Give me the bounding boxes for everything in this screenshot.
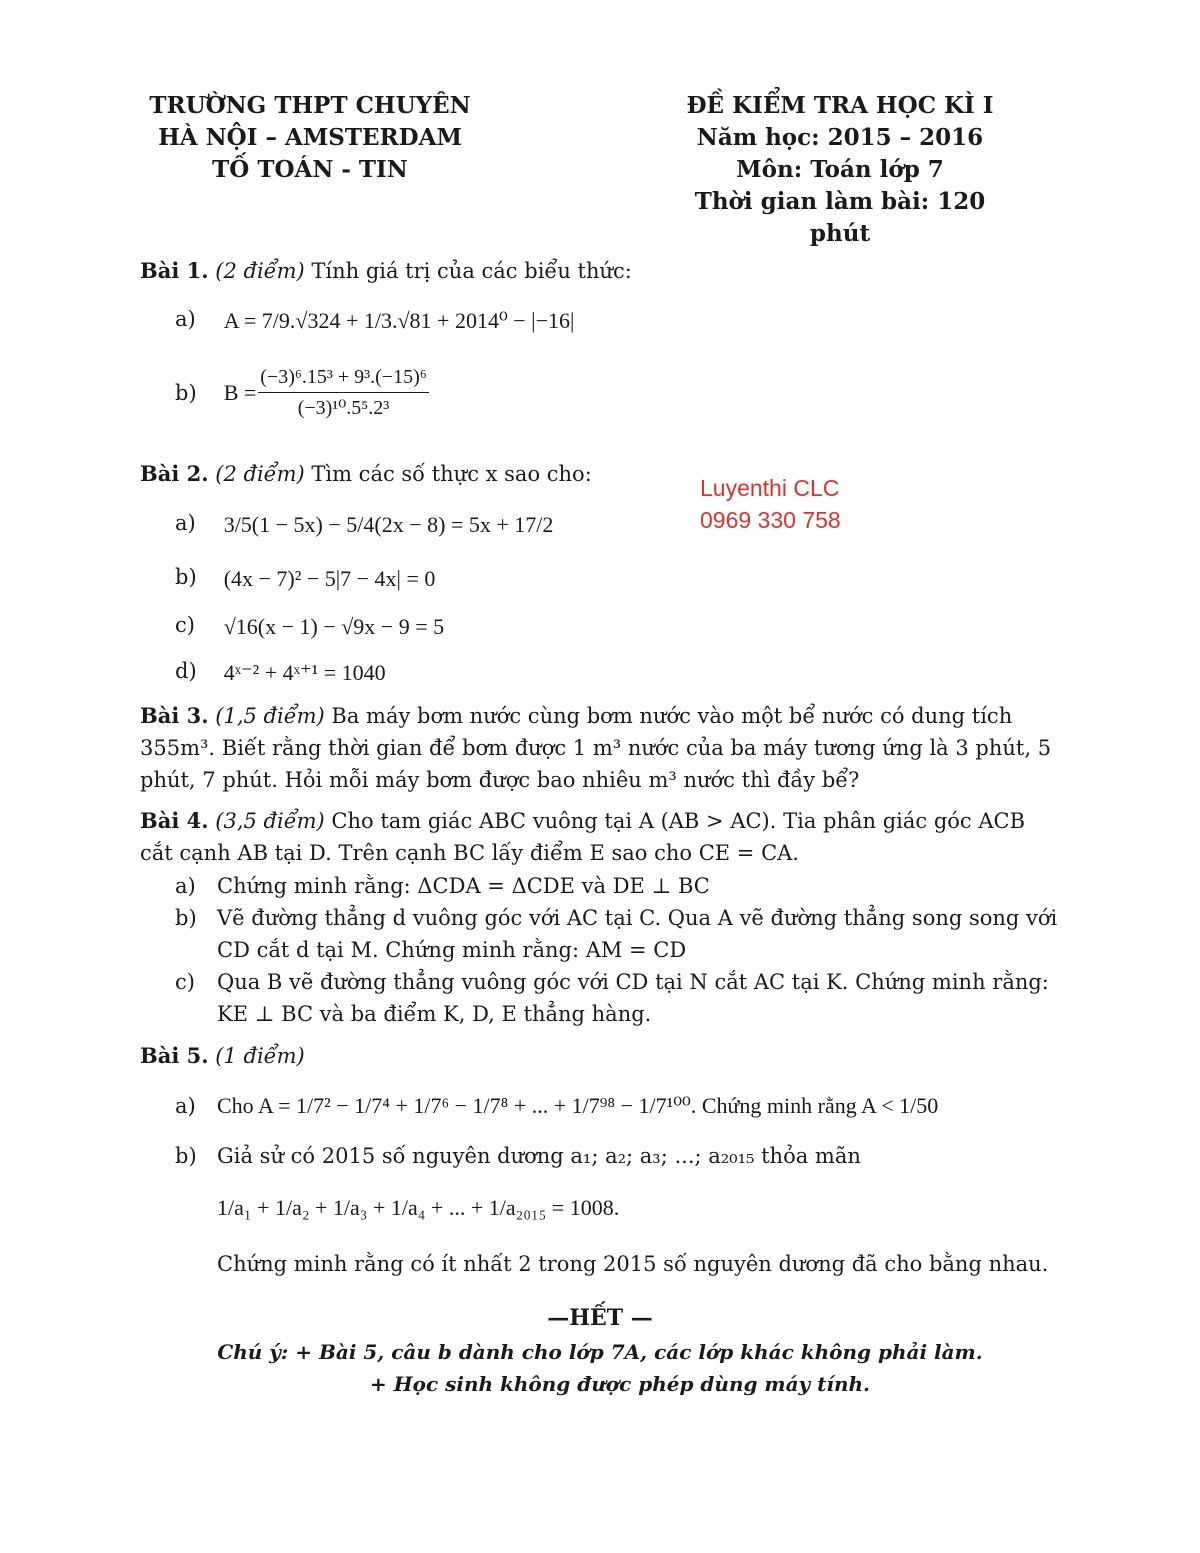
- bai1-b-label: b): [175, 380, 197, 405]
- bai5-a: [175, 1090, 1060, 1122]
- bai2-a: [175, 508, 553, 540]
- bai2-c: [175, 610, 444, 642]
- school-name-2: HÀ NỘI – AMSTERDAM: [158, 124, 462, 151]
- bai2-d: [175, 656, 386, 688]
- note-1: Chú ý: + Bài 5, câu b dành cho lớp 7A, các lớp khác không phải làm.: [217, 1340, 983, 1364]
- bai2-c-label: c): [175, 613, 195, 637]
- bai3-title: Bài 3.: [140, 703, 209, 728]
- bai4: [140, 805, 1060, 869]
- bai4-b-text: Vẽ đường thẳng d vuông góc với AC tại C. Qua A vẽ đường thẳng song song với CD cắt d tại M. Chứng minh rằng: AM = CD: [217, 906, 1058, 962]
- bai5-points: (1 điểm): [215, 1044, 305, 1068]
- bai5-b: [175, 1140, 1060, 1172]
- note-2: + Học sinh không được phép dùng máy tính.: [369, 1372, 871, 1396]
- school-header: [140, 90, 480, 186]
- exam-header: [680, 90, 1000, 250]
- bai5-a-label: a): [175, 1094, 196, 1118]
- bai4-b: [175, 902, 1060, 966]
- school-year: Năm học: 2015 – 2016: [696, 124, 984, 151]
- bai1-a-label: a): [175, 307, 196, 331]
- bai5-b-conclusion: [217, 1248, 1062, 1280]
- bai1-a-expr: A = 7/9.√324 + 1/3.√81 + 2014⁰ − |−16|: [223, 307, 575, 333]
- bai4-c: [175, 966, 1060, 1030]
- bai4-a: [175, 870, 1060, 902]
- bai5-b-text: Giả sử có 2015 số nguyên dương a₁; a₂; a₃; ...; a₂₀₁₅ thỏa mãn: [217, 1144, 861, 1168]
- bai1-heading: [140, 255, 632, 287]
- bai3-text: Ba máy bơm nước cùng bơm nước vào một bể nước có dung tích 355m³. Biết rằng thời gian để bơm được 1 m³ nước của ba máy tương ứng là 3 phút, 5 phút, 7 phút. Hỏi mỗi máy bơm được bao nhiêu m³ nước thì đầy bể?: [140, 704, 1052, 792]
- bai1-b-denominator: (−3)¹⁰.5⁵.2³: [297, 397, 390, 419]
- bai1-b-fraction: [258, 362, 428, 423]
- exam-title: ĐỀ KIỂM TRA HỌC KÌ I: [686, 92, 994, 119]
- bai2-d-expr: 4ˣ⁻² + 4ˣ⁺¹ = 1040: [223, 659, 386, 685]
- bai2-text: Tìm các số thực x sao cho:: [311, 462, 592, 486]
- bai3-points: (1,5 điểm): [215, 704, 325, 728]
- bai1-points: (2 điểm): [215, 259, 305, 283]
- end-mark: —HẾT —: [547, 1305, 653, 1331]
- bai2-a-expr: 3/5(1 − 5x) − 5/4(2x − 8) = 5x + 17/2: [223, 511, 554, 537]
- bai4-points: (3,5 điểm): [215, 809, 325, 833]
- footer: [0, 1300, 1200, 1400]
- bai4-a-text: Chứng minh rằng: ΔCDA = ΔCDE và DE ⊥ BC: [217, 874, 710, 898]
- bai4-a-label: a): [175, 874, 196, 898]
- bai5-b-label: b): [175, 1144, 197, 1168]
- bai4-title: Bài 4.: [140, 808, 209, 833]
- bai3: [140, 700, 1060, 796]
- bai2-c-expr: √16(x − 1) − √9x − 9 = 5: [223, 613, 445, 639]
- bai4-c-label: c): [175, 970, 195, 994]
- watermark-phone: 0969 330 758: [700, 507, 841, 533]
- bai2-title: Bài 2.: [140, 461, 209, 486]
- bai2-b: [175, 562, 435, 594]
- bai1-a: [175, 304, 574, 336]
- watermark-name: Luyenthi CLC: [700, 475, 840, 501]
- bai5-b-equation: 1/a₁ + 1/a₂ + 1/a₃ + 1/a₄ + ... + 1/a₂₀₁₅ = 1008.: [217, 1194, 620, 1220]
- bai5-a-text: Cho A = 1/7² − 1/7⁴ + 1/7⁶ − 1/7⁸ + ... + 1/7⁹⁸ − 1/7¹⁰⁰. Chứng minh rằng A < 1/50: [217, 1093, 939, 1118]
- bai2-d-label: d): [175, 659, 197, 683]
- bai2-points: (2 điểm): [215, 462, 305, 486]
- bai5-heading: [140, 1040, 305, 1072]
- bai5-b-conclusion-text: Chứng minh rằng có ít nhất 2 trong 2015 số nguyên dương đã cho bằng nhau.: [217, 1252, 1049, 1276]
- bai5-b-expr: [217, 1190, 619, 1224]
- bai4-text: Cho tam giác ABC vuông tại A (AB > AC). Tia phân giác góc ACB cắt cạnh AB tại D. Trên cạnh BC lấy điểm E sao cho CE = CA.: [140, 809, 1026, 865]
- bai1-title: Bài 1.: [140, 258, 209, 283]
- bai4-c-text: Qua B vẽ đường thẳng vuông góc với CD tại N cắt AC tại K. Chứng minh rằng: KE ⊥ BC và ba điểm K, D, E thẳng hàng.: [217, 970, 1049, 1026]
- bai2-b-label: b): [175, 565, 197, 589]
- bai4-b-label: b): [175, 906, 197, 930]
- bai1-text: Tính giá trị của các biểu thức:: [311, 259, 632, 283]
- bai1-b: b) B = $\frac{\text{(−3)⁶.15³ + 9³.(−15)⁶}}{\text{(−3)¹⁰.5⁵.2³}}$: [175, 362, 431, 423]
- bai1-b-numerator: (−3)⁶.15³ + 9³.(−15)⁶: [258, 362, 428, 393]
- duration: Thời gian làm bài: 120 phút: [694, 188, 986, 247]
- bai2-heading: [140, 458, 592, 490]
- bai5-title: Bài 5.: [140, 1043, 209, 1068]
- watermark: [700, 472, 841, 536]
- school-name: TRƯỜNG THPT CHUYÊN: [149, 92, 471, 119]
- bai2-a-label: a): [175, 511, 196, 535]
- bai2-b-expr: (4x − 7)² − 5|7 − 4x| = 0: [223, 565, 436, 591]
- subject: Môn: Toán lớp 7: [736, 156, 944, 183]
- department: TỐ TOÁN - TIN: [212, 156, 408, 183]
